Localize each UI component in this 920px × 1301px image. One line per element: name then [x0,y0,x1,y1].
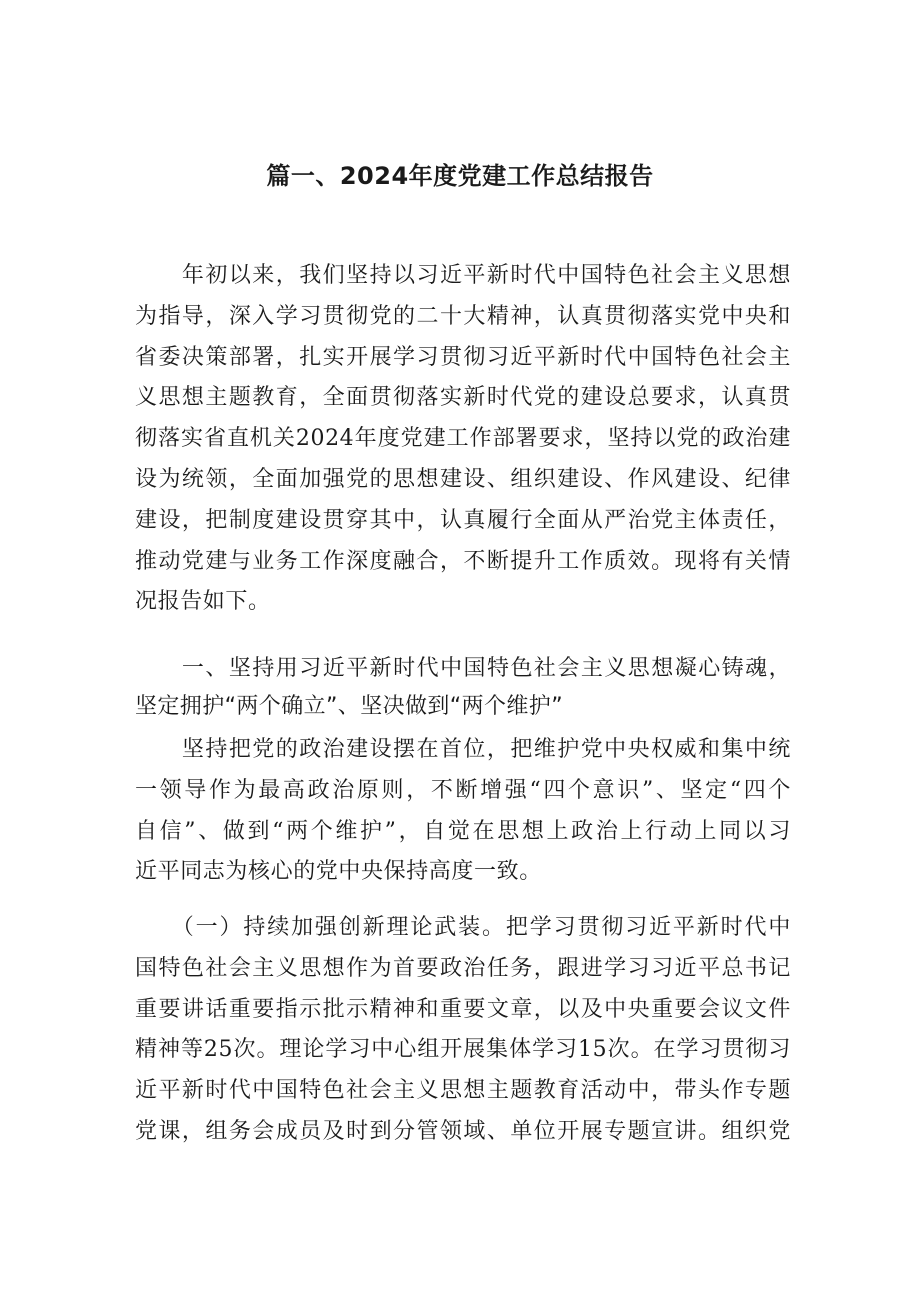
paragraph-line: 义思想主题教育，全面贯彻落实新时代党的建设总要求，认真贯 [135,385,791,411]
paragraph-line: 自信”、做到“两个维护”，自觉在思想上政治上行动上同以习 [135,818,791,844]
paragraph-line: 年初以来，我们坚持以习近平新时代中国特色社会主义思想 [135,263,791,288]
paragraph-line: 近平同志为核心的党中央保持高度一致。 [135,859,542,885]
paragraph-line: 为指导，深入学习贯彻党的二十大精神，认真贯彻落实党中央和 [135,303,791,329]
paragraph-line: 设为统领，全面加强党的思想建设、组织建设、作风建设、纪律 [135,466,791,492]
section-heading-1 [135,650,791,726]
paragraph-line: （一）持续加强创新理论武装。把学习贯彻习近平新时代中 [135,915,791,940]
paragraph-line: 国特色社会主义思想作为首要政治任务，跟进学习习近平总书记 [135,955,791,981]
paragraph-line: 重要讲话重要指示批示精神和重要文章，以及中央重要会议文件 [135,996,791,1022]
paragraph-line: 况报告如下。 [135,589,271,615]
subsection-1-paragraph [135,908,791,1153]
paragraph-line: 精神等25次。理论学习中心组开展集体学习15次。在学习贯彻习 [135,1037,791,1063]
paragraph-line: 建设，把制度建设贯穿其中，认真履行全面从严治党主体责任， [135,507,791,533]
paragraph-line: 坚持把党的政治建设摆在首位，把维护党中央权威和集中统 [135,737,791,762]
paragraph-line: 一领导作为最高政治原则，不断增强“四个意识”、坚定“四个 [135,777,791,803]
heading-line: 一、坚持用习近平新时代中国特色社会主义思想凝心铸魂， [135,656,791,681]
intro-paragraph [135,256,791,623]
paragraph-line: 彻落实省直机关2024年度党建工作部署要求，坚持以党的政治建 [135,426,791,452]
paragraph-line: 省委决策部署，扎实开展学习贯彻习近平新时代中国特色社会主 [135,344,791,370]
paragraph-line: 推动党建与业务工作深度融合，不断提升工作质效。现将有关情 [135,548,791,574]
paragraph-line: 党课，组务会成员及时到分管领域、单位开展专题宣讲。组织党 [135,1118,791,1144]
heading-line: 坚定拥护“两个确立”、坚决做到“两个维护” [135,694,563,719]
paragraph-line: 近平新时代中国特色社会主义思想主题教育活动中，带头作专题 [135,1078,791,1104]
section-1-paragraph [135,730,791,893]
document-title: 篇一、2024年度党建工作总结报告 [266,162,654,190]
